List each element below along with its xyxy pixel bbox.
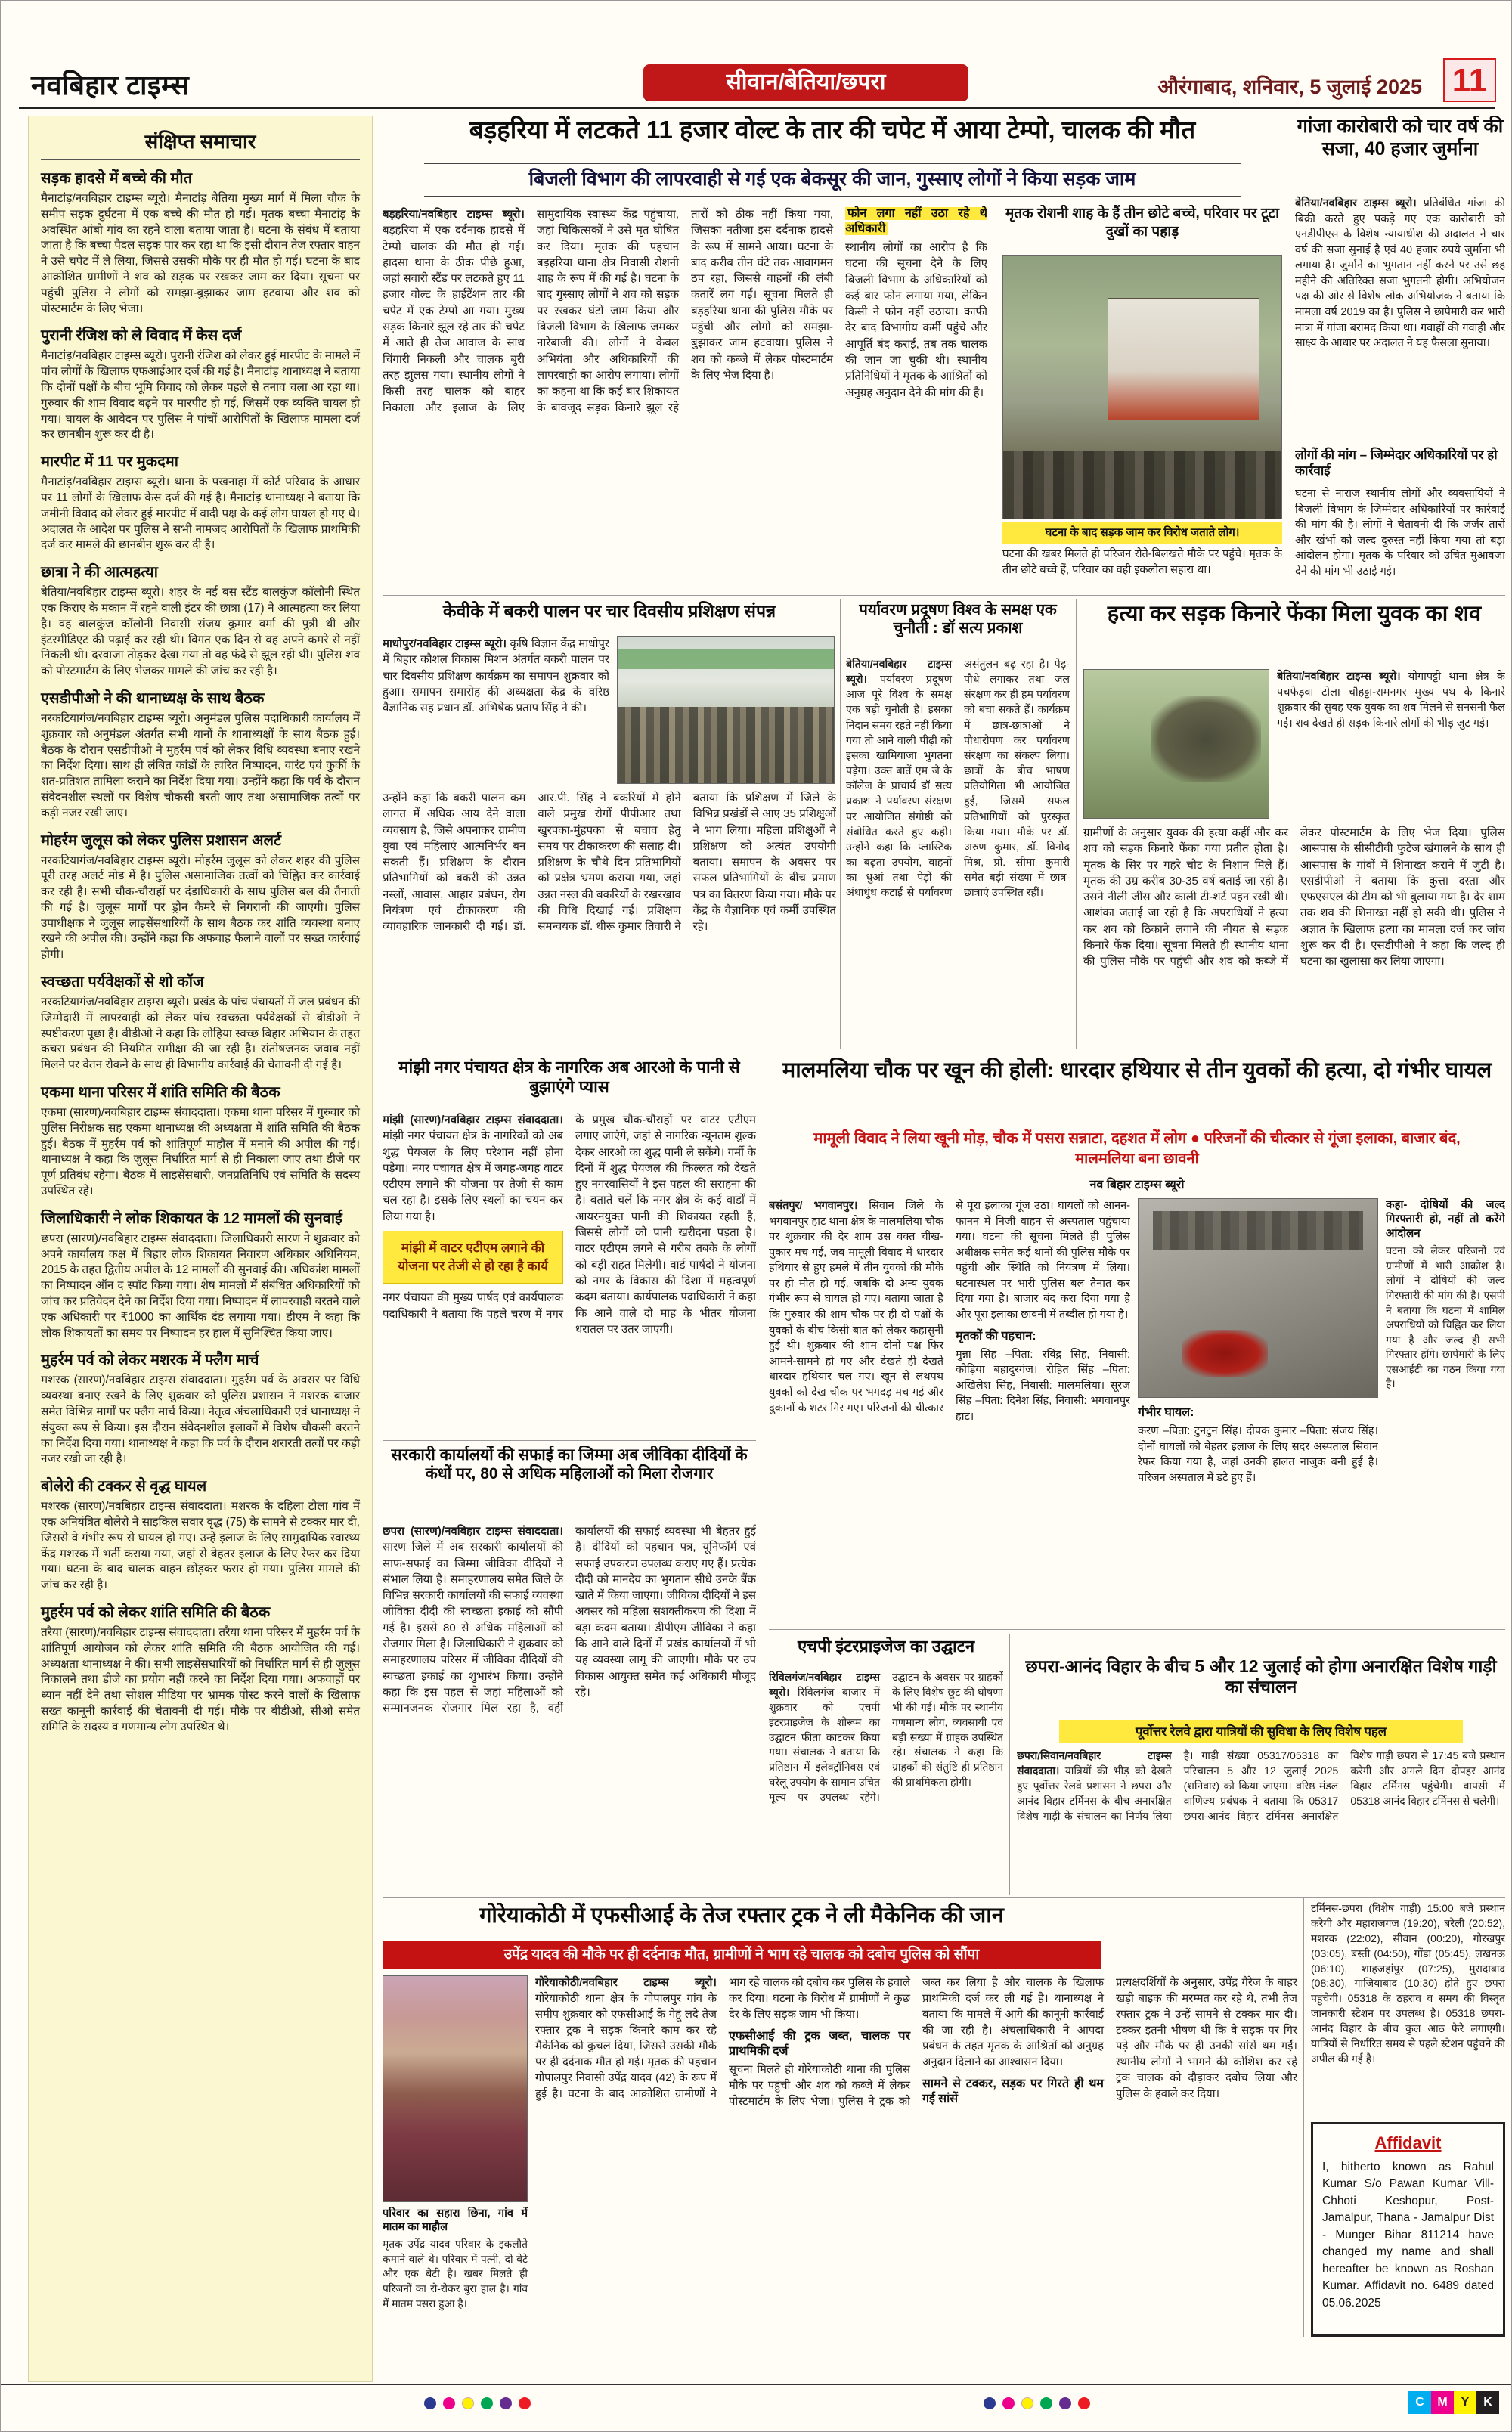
- malmaliya-headline: मालमलिया चौक पर खून की होली: धारदार हथियार से तीन युवकों की हत्या, दो गंभीर घायल: [782, 1058, 1492, 1083]
- brief-news-item: [41, 169, 360, 317]
- hatya-body-rest: ग्रामीणों के अनुसार युवक की हत्या कहीं और कर शव को सड़क किनारे फेंका गया प्रतीत होता है। मृतक के सिर पर गहरे चोट के निशान मिले हैं। मृतक की उम्र करीब 30-35 वर्ष बताई जा रही है। उसने नीली जींस और काली टी-शर्ट पहन रखी थी। आशंका जताई जा रही है कि अपराधियों ने हत्या कर शव को ठिकाने लगाने की नीयत से सड़क किनारे फेंक दिया। सूचना मिलते ही स्थानीय थाना की पुलिस मौके पर पहुंची और शव को कब्जे में लेकर पोस्टमार्टम के लिए भेज दिया। पुलिस आसपास के सीसीटीवी फुटेज खंगालने के साथ ही आसपास के गांवों में शिनाख्त कराने में जुटी है। एसडीपीओ ने बताया कि कुत्ता दस्ता और एफएसएल की टीम को भी बुलाया गया है। देर शाम तक शव की शिनाख्त नहीं हो सकी थी। पुलिस ने अज्ञात के खिलाफ हत्या का मामला दर्ज कर जांच शुरू कर दी है। एसडीपीओ ने कहा कि जल्द ही घटना का खुलासा कर लिया जाएगा।: [1083, 826, 1505, 968]
- brief-news-rail: [28, 116, 373, 2382]
- jeevika-dateline: छपरा (सारण)/नवबिहार टाइम्स संवाददाता।: [383, 1525, 563, 1538]
- brief-item-body: मैनाटांड़/नवबिहार टाइम्स ब्यूरो। पुरानी रंजिश को लेकर हुई मारपीट के मामले में पांच लोगों के खिलाफ एफआईआर दर्ज की गई है। मैनाटांड़ थानाध्यक्ष ने बताया कि दोनों पक्षों के बीच भूमि विवाद को लेकर पहले से तनाव चला आ रहा था। गुरुवार की शाम विवाद बढ़ने पर मारपीट हो गई, जिसमें एक व्यक्ति घायल हो गया। घायल के आवेदन पर पुलिस ने पांचों आरोपितों के खिलाफ मामला दर्ज कर छानबीन शुरू कर दी है।: [41, 349, 360, 441]
- malmaliya-demand-crosshead: कहा- दोषियों की जल्द गिरफ्तारी हो, नहीं तो करेंगे आंदोलन: [1386, 1198, 1505, 1240]
- section-divider: [383, 1897, 1505, 1898]
- jeevika-body: [383, 1523, 756, 1894]
- fci-cross1-text: सूचना मिलते ही गोरेयाकोठी थाना की पुलिस मौके पर पहुंची और शव को कब्जे में लेकर पोस्टमार्टम के लिए भेजा। पुलिस ने ट्रक को जब्त कर लिया है और चालक के खिलाफ प्राथमिकी दर्ज कर ली गई है। थानाध्यक्ष ने बताया कि मामले में आगे की कानूनी कार्रवाई की जा रही है। अंचलाधिकारी ने आपदा प्रबंधन के तहत मृतक के आश्रितों को अनुग्रह अनुदान दिलाने का आश्वासन दिया।: [729, 1977, 1104, 2108]
- fci-cross3-text: मृतक उपेंद्र यादव परिवार के इकलौते कमाने वाले थे। परिवार में पत्नी, दो बेटे और एक बेटी है। खबर मिलते ही परिजनों का रो-रोकर बुरा हाल है। गांव में मातम पसरा हुआ है।: [383, 2238, 528, 2310]
- brief-news-item: [41, 453, 360, 553]
- train-headline: छपरा-आनंद विहार के बीच 5 और 12 जुलाई को होगा अनारक्षित विशेष गाड़ी का संचालन: [1025, 1656, 1497, 1697]
- brief-item-headline: मुहर्रम पर्व को लेकर मशरक में फ्लैग मार्च: [41, 1352, 259, 1369]
- tempo-side-crosshead: मृतक रोशनी शाह के हैं तीन छोटे बच्चे, परिवार पर टूटा दुखों का पहाड़: [1005, 206, 1280, 240]
- brief-item-headline: मुहर्रम पर्व को लेकर शांति समिति की बैठक: [41, 1603, 271, 1621]
- brief-news-item: [41, 689, 360, 822]
- hp-headline: एचपी इंटरप्राइजेज का उद्घाटन: [797, 1637, 975, 1656]
- brief-item-headline: एसडीपीओ ने की थानाध्यक्ष के साथ बैठक: [41, 689, 265, 707]
- brief-item-body: मशरक (सारण)/नवबिहार टाइम्स संवाददाता। मुहर्रम पर्व के अवसर पर विधि व्यवस्था बनाए रखने के लिए शुक्रवार को पुलिस प्रशासन ने मशरक बाजार समेत विभिन्न मार्गों पर फ्लैग मार्च किया। नेतृत्व अंचलाधिकारी एवं थानाध्यक्ष ने संयुक्त रूप से किया। इस दौरान संवेदनशील इलाकों में विशेष चौकसी बरतने का निर्देश दिया गया। थानाध्यक्ष ने कहा कि पर्व के दौरान शरारती तत्वों पर कड़ी नजर रखी जा रही है।: [41, 1374, 360, 1466]
- brief-item-body: मशरक (सारण)/नवबिहार टाइम्स संवाददाता। मशरक के दहिला टोला गांव में एक अनियंत्रित बोलेरो ने साइकिल सवार वृद्ध (75) के सामने से टक्कर मार दी, जिससे वे गंभीर रूप से घायल हो गए। उन्हें इलाज के लिए सामुदायिक स्वास्थ्य केंद्र मशरक में भर्ती कराया गया, जहां से बेहतर इलाज के लिए रेफर कर दिया गया। घटना के बाद चालक वाहन छोड़कर फरार हो गया। पुलिस मामले की जांच कर रही है।: [41, 1500, 360, 1592]
- registration-dot: [1002, 2397, 1015, 2409]
- fci-victim-portrait-photo: [383, 1975, 528, 2202]
- hatya-dateline: बेतिया/नवबिहार टाइम्स ब्यूरो।: [1277, 671, 1401, 683]
- train-body-text: यात्रियों की भीड़ को देखते हुए पूर्वोत्तर रेलवे प्रशासन ने छपरा और आनंद विहार टर्मिनस के बीच अनारक्षित विशेष गाड़ी के संचालन का निर्णय लिया है। गाड़ी संख्या 05317/05318 का परिचालन 5 और 12 जुलाई 2025 (शनिवार) को किया जाएगा। वरिष्ठ मंडल वाणिज्य प्रबंधक ने बताया कि 05317 छपरा-आनंद विहार टर्मिनस अनारक्षित विशेष गाड़ी छपरा से 17:45 बजे प्रस्थान करेगी और अगले दिन दोपहर आनंद विहार टर्मिनस पहुंचेगी। वापसी में 05318 आनंद विहार टर्मिनस से चलेगी।: [1017, 1749, 1505, 1822]
- ganja-dateline: बेतिया/नवबिहार टाइम्स ब्यूरो।: [1295, 197, 1417, 209]
- brief-item-body: छपरा (सारण)/नवबिहार टाइम्स संवाददाता। जिलाधिकारी सारण ने शुक्रवार को अपने कार्यालय कक्ष में बिहार लोक शिकायत निवारण अधिकार अधिनियम, 2015 के तहत द्वितीय अपील के 12 मामलों की सुनवाई की। अधिकांश मामलों का निष्पादन ऑन द स्पॉट किया गया। शेष मामलों में संबंधित अधिकारियों को जांच कर प्रतिवेदन देने का निर्देश दिया गया। निष्पादन में लापरवाही बरतने वाले एक अधिकारी पर ₹1000 का आर्थिक दंड लगाया गया। डीएम ने कहा कि लोक शिकायतों का समय पर निष्पादन हर हाल में सुनिश्चित किया जाए।: [41, 1231, 360, 1340]
- manjhi-paragraph: [383, 1112, 563, 1225]
- fci-underphoto-block: [383, 2207, 528, 2337]
- brief-item-headline: सड़क हादसे में बच्चे की मौत: [41, 170, 193, 187]
- malmaliya-victims-crosshead: मृतकों की पहचान:: [956, 1329, 1036, 1343]
- manjhi-rest-text: नगर पंचायत की मुख्य पार्षद एवं कार्यपालक पदाधिकारी ने बताया कि पहले चरण में नगर के प्रमुख चौक-चौराहों पर वाटर एटीएम लगाए जाएंगे, जहां से नागरिक न्यूनतम शुल्क देकर आरओ का शुद्ध पानी ले सकेंगे। गर्मी के दिनों में शुद्ध पेयजल की किल्लत को देखते हुए नगरवासियों ने इस पहल की सराहना की है। बताते चलें कि नगर क्षेत्र के कई वार्डों में आयरनयुक्त पानी की शिकायत रहती है, जिससे लोगों को पानी खरीदना पड़ता है। वाटर एटीएम लगने से गरीब तबके के लोगों को बड़ी राहत मिलेगी। वार्ड पार्षदों ने योजना को नगर के विकास की दिशा में महत्वपूर्ण कदम बताया। कार्यपालक पदाधिकारी ने कहा कि आने वाले दो माह के भीतर योजना धरातल पर उतर जाएगी।: [383, 1114, 756, 1336]
- affidavit-title: Affidavit: [1374, 2133, 1442, 2152]
- registration-dots-right: [984, 2397, 1097, 2413]
- fci-crosshead-1: एफसीआई की ट्रक जब्त, चालक पर प्राथमिकी दर्ज: [729, 2030, 910, 2058]
- section-divider: [769, 1629, 1505, 1630]
- malmaliya-body: [769, 1198, 1130, 1623]
- hatya-headline: हत्या कर सड़क किनारे फेंका मिला युवक का शव: [1107, 602, 1482, 626]
- kvk-lead-text: कृषि विज्ञान केंद्र माधोपुर में बिहार कौशल विकास मिशन अंतर्गत बकरी पालन पर चार दिवसीय प्रशिक्षण कार्यक्रम का समापन शुक्रवार को हुआ। समापन समारोह की अध्यक्षता केंद्र के वरिष्ठ वैज्ञानिक सह प्रधान डॉ. अभिषेक प्रताप सिंह ने की।: [383, 637, 609, 715]
- malmaliya-injured-block: [1138, 1405, 1378, 1623]
- train-dateline: छपरा/सिवान/नवबिहार टाइम्स संवाददाता।: [1017, 1749, 1172, 1777]
- affidavit-box: [1311, 2122, 1505, 2337]
- tempo-highlight-text: फोन लगा नहीं उठा रहे थे अधिकारी: [845, 207, 987, 235]
- column-divider: [1009, 1634, 1010, 1895]
- section-divider: [383, 595, 1505, 596]
- registration-dot: [424, 2397, 436, 2409]
- kvk-headline: केवीके में बकरी पालन पर चार दिवसीय प्रशिक्षण संपन्न: [442, 601, 776, 621]
- section-divider: [383, 1440, 756, 1441]
- column-divider: [840, 599, 841, 1049]
- hp-body-text: रिविलगंज बाजार में शुक्रवार को एचपी इंटरप्राइजेज के शोरूम का उद्घाटन फीता काटकर किया गया। संचालक ने बताया कि प्रतिष्ठान में इलेक्ट्रॉनिक्स एवं घरेलू उपयोग के सामान उचित मूल्य पर उपलब्ध रहेंगे। उद्घाटन के अवसर पर ग्राहकों के लिए विशेष छूट की घोषणा भी की गई। मौके पर स्थानीय गणमान्य लोग, व्यवसायी एवं बड़ी संख्या में ग्राहक उपस्थित रहे। संचालक ने कहा कि ग्राहकों की संतुष्टि ही प्रतिष्ठान की प्राथमिकता होगी।: [769, 1671, 1003, 1803]
- ganja-headline: गांजा कारोबारी को चार वर्ष की सजा, 40 हजार जुर्माना: [1297, 116, 1504, 160]
- brief-item-headline: स्वच्छता पर्यवेक्षकों से शो कॉज: [41, 974, 204, 991]
- cmyk-cyan-mark: C: [1408, 2391, 1431, 2414]
- tempo-yellow-crosshead: [845, 206, 987, 237]
- brief-item-body: नरकटियागंज/नवबिहार टाइम्स ब्यूरो। अनुमंडल पुलिस पदाधिकारी कार्यालय में शुक्रवार को अनुमंडल अंतर्गत सभी थानों के थानाध्यक्षों के साथ बैठक हुई। बैठक के दौरान एसडीपीओ ने मुहर्रम पर्व को लेकर विधि व्यवस्था बनाए रखने का निर्देश दिया। साथ ही लंबित कांडों के त्वरित निष्पादन, वारंट एवं कुर्की के शत-प्रतिशत तामिला कराने का निर्देश दिया गया। उन्होंने कहा कि पर्व के दौरान संवेदनशील स्थलों पर विशेष चौकसी बरती जाए तथा असामाजिक तत्वों पर कड़ी नजर रखी जाए।: [41, 711, 360, 819]
- brief-news-item: [41, 1351, 360, 1467]
- registration-dot: [1078, 2397, 1090, 2409]
- hp-body: [769, 1670, 1003, 1894]
- brief-item-headline: जिलाधिकारी ने लोक शिकायत के 12 मामलों की सुनवाई: [41, 1210, 342, 1227]
- fci-dateline: गोरेयाकोठी/नवबिहार टाइम्स ब्यूरो।: [535, 1977, 717, 1989]
- malmaliya-crime-scene-photo: [1138, 1198, 1378, 1398]
- paper-name: नवबिहार टाइम्स: [31, 70, 190, 101]
- malmaliya-demand-text: घटना को लेकर परिजनों एवं ग्रामीणों में भारी आक्रोश है। लोगों ने दोषियों की जल्द गिरफ्तारी की मांग की है। एसपी ने बताया कि घटना में शामिल अपराधियों को चिह्नित कर लिया गया है और जल्द ही सभी गिरफ्तार होंगे। छापेमारी के लिए एसआईटी का गठन किया गया है।: [1386, 1245, 1505, 1390]
- paryavaran-body-text: पर्यावरण प्रदूषण आज पूरे विश्व के समक्ष एक बड़ी चुनौती है। इसका निदान समय रहते नहीं किया गया तो आने वाली पीढ़ी को इसका खामियाजा भुगतना पड़ेगा। उक्त बातें एम जे के कॉलेज के प्राचार्य डॉ सत्य प्रकाश ने पर्यावरण संरक्षण पर आयोजित संगोष्ठी को संबोधित करते हुए कही। उन्होंने कहा कि प्लास्टिक का बढ़ता उपयोग, वाहनों का धुआं तथा पेड़ों की अंधाधुंध कटाई से पर्यावरण असंतुलन बढ़ रहा है। पेड़-पौधे लगाकर तथा जल संरक्षण कर ही हम पर्यावरण को बचा सकते हैं। कार्यक्रम में छात्र-छात्राओं ने पौधारोपण कर पर्यावरण संरक्षण का संकल्प लिया। छात्रों के बीच भाषण प्रतियोगिता भी आयोजित हुई, जिसमें सफल प्रतिभागियों को पुरस्कृत किया गया। मौके पर डॉ. अरुण कुमार, डॉ. विनोद मिश्र, प्रो. सीमा कुमारी समेत बड़ी संख्या में छात्र-छात्राएं उपस्थित रहीं।: [846, 658, 1070, 900]
- affidavit-body: I, hitherto known as Rahul Kumar S/o Pawan Kumar Vill- Chhoti Keshopur, Post- Jamalpur, Thana - Jamalpur Dist - Munger Bihar 811214 have changed my name and shall hereafter be known as Roshan Kumar. Affidavit no. 6489 dated 05.06.2025: [1322, 2161, 1494, 2310]
- hatya-lead-text: योगापट्टी थाना क्षेत्र के पचफेड़वा टोला चौहट्टा-रामनगर मुख्य पथ के किनारे शुक्रवार की सुबह एक युवक का शव मिलने से सनसनी फैल गई। शव देखते ही सड़क किनारे लोगों की भीड़ जुट गई।: [1277, 671, 1505, 730]
- malmaliya-demand-block: [1386, 1198, 1505, 1623]
- demand-crosshead: लोगों की मांग – जिम्मेदार अधिकारियों पर हो कार्रवाई: [1295, 448, 1498, 479]
- brief-news-item: [41, 1210, 360, 1342]
- tempo-subhead: बिजली विभाग की लापरवाही से गई एक बेकसूर की जान, गुस्साए लोगों ने किया सड़क जाम: [424, 163, 1241, 197]
- brief-news-item: [41, 563, 360, 680]
- tempo-dateline: बड़हरिया/नवबिहार टाइम्स ब्यूरो।: [383, 208, 525, 221]
- registration-dot: [462, 2397, 474, 2409]
- malmaliya-victims-text: मुन्ना सिंह –पिता: रविंद्र सिंह, निवासी: कौड़िया बहादुरगंज। रोहित सिंह –पिता: अखिलेश सिंह, निवासी: मालमलिया। सूरज सिंह –पिता: दिनेश सिंह, निवासी: भगवानपुर हाट।: [956, 1348, 1130, 1423]
- malmaliya-body-text: सिवान जिले के भगवानपुर हाट थाना क्षेत्र के मालमलिया चौक पर शुक्रवार की देर शाम उस वक्त चीख-पुकार मच गई, जब मामूली विवाद में धारदार हथियार से हुए हमले में तीन युवकों की मौके पर ही मौत हो गई, जबकि दो अन्य युवक गंभीर रूप से घायल हो गए। बताया जाता है कि गुरुवार की शाम चौक पर ही दो पक्षों के युवकों के बीच किसी बात को लेकर कहासुनी हुई थी। शुक्रवार की शाम दोनों पक्ष फिर आमने-सामने हो गए और देखते ही देखते धारदार हथियार चल गए। खून से लथपथ युवकों को देख चौक पर भगदड़ मच गई और दुकानों के शटर गिर गए। परिजनों की चीत्कार से पूरा इलाका गूंज उठा। घायलों को आनन-फानन में निजी वाहन से अस्पताल पहुंचाया गया। घटना की सूचना मिलते ही पुलिस अधीक्षक समेत कई थानों की पुलिस मौके पर पहुंची और स्थिति को नियंत्रण में लिया। घटनास्थल पर भारी पुलिस बल तैनात कर दिया गया है। बाजार बंद करा दिया गया है और पूरा इलाका छावनी में तब्दील हो गया है।: [769, 1200, 1130, 1414]
- brief-item-body: एकमा (सारण)/नवबिहार टाइम्स संवाददाता। एकमा थाना परिसर में गुरुवार को पुलिस निरीक्षक सह एकमा थानाध्यक्ष की अध्यक्षता में शांति समिति की बैठक हुई। बैठक में मुहर्रम पर्व को शांतिपूर्ण माहौल में मनाने की अपील की गई। थानाध्यक्ष ने कहा कि जुलूस निर्धारित मार्ग से ही निकाला जाए तथा डीजे पर पूर्ण प्रतिबंध रहेगा। बैठक में लाइसेंसधारी, जनप्रतिनिधि एवं समिति के सदस्य उपस्थित रहे।: [41, 1106, 360, 1198]
- footer-rule: [1, 2384, 1512, 2385]
- jeevika-body-text: सारण जिले में अब सरकारी कार्यालयों की साफ-सफाई का जिम्मा जीविका दीदियों ने संभाल लिया है। समाहरणालय समेत जिले के विभिन्न सरकारी कार्यालयों की सफाई व्यवस्था जीविका दीदी की स्वच्छता इकाई को सौंपी गई है। इससे 80 से अधिक महिलाओं को रोजगार मिला है। जिलाधिकारी ने शुक्रवार को समाहरणालय परिसर में जीविका दीदियों की स्वच्छता इकाई का शुभारंभ किया। उन्होंने कहा कि इस पहल से जहां महिलाओं को सम्मानजनक रोजगार मिल रहा है, वहीं कार्यालयों की सफाई व्यवस्था भी बेहतर हुई है। दीदियों को पहचान पत्र, यूनिफॉर्म एवं सफाई उपकरण उपलब्ध कराए गए हैं। प्रत्येक दीदी को मानदेय का भुगतान सीधे उनके बैंक खाते में किया जाएगा। जीविका दीदियों ने इस अवसर को महिला सशक्तीकरण की दिशा में बड़ा कदम बताया। डीपीएम जीविका ने कहा कि आने वाले दिनों में प्रखंड कार्यालयों में भी यह व्यवस्था लागू की जाएगी। मौके पर उप विकास आयुक्त समेत कई अधिकारी मौजूद रहे।: [383, 1525, 756, 1715]
- manjhi-highlight-box: मांझी में वाटर एटीएम लगाने की योजना पर तेजी से हो रहा है कार्य: [383, 1231, 563, 1284]
- manjhi-headline: मांझी नगर पंचायत क्षेत्र के नागरिक अब आरओ के पानी से बुझाएंगे प्यास: [398, 1058, 740, 1096]
- registration-dot: [1021, 2397, 1033, 2409]
- fci-crosshead-3: परिवार का सहारा छिना, गांव में मातम का माहौल: [383, 2207, 528, 2234]
- registration-dots-left: [424, 2397, 538, 2413]
- brief-item-headline: मोहर्रम जुलूस को लेकर पुलिस प्रशासन अलर्ट: [41, 832, 282, 849]
- brief-item-body: नरकटियागंज/नवबिहार टाइम्स ब्यूरो। प्रखंड के पांच पंचायतों में जल प्रबंधन की जिम्मेदारी में लापरवाही को लेकर पांच स्वच्छता पर्यवेक्षकों से बीडीओ ने स्पष्टीकरण पूछा है। बीडीओ ने कहा कि लोहिया स्वच्छ बिहार अभियान के तहत कचरा प्रबंधन की नियमित समीक्षा की जा रही है। संतोषजनक जवाब नहीं मिलने पर वेतन रोकने के साथ ही विभागीय कार्रवाई की चेतावनी दी गई है।: [41, 996, 360, 1072]
- fci-subhead-bar: उपेंद्र यादव की मौके पर ही दर्दनाक मौत, ग्रामीणों ने भाग रहे चालक को दबोच पुलिस को सौंपा: [383, 1941, 1101, 1969]
- manjhi-lead-text: मांझी नगर पंचायत क्षेत्र के नागरिकों को अब शुद्ध पेयजल के लिए परेशान नहीं होना पड़ेगा। नगर पंचायत क्षेत्र में जगह-जगह वाटर एटीएम लगाने की योजना पर तेजी से काम चल रहा है। इसके लिए स्थलों का चयन कर लिया गया है।: [383, 1129, 563, 1223]
- kvk-lead: [383, 636, 609, 784]
- brief-item-headline: पुरानी रंजिश को ले विवाद में केस दर्ज: [41, 327, 242, 345]
- brief-news-item: [41, 1083, 360, 1200]
- malmaliya-subhead: मामूली विवाद ने लिया खूनी मोड़, चौक में पसरा सन्नाटा, दहशत में लोग ● परिजनों की चीत्कार से गूंजा इलाका, बाजार बंद, मालमलिया बना छावनी: [813, 1130, 1461, 1167]
- tempo-headline: बड़हरिया में लटकते 11 हजार वोल्ट के तार की चपेट में आया टेम्पो, चालक की मौत: [469, 116, 1196, 144]
- tempo-paragraph: [383, 206, 833, 416]
- brief-item-body: तरैया (सारण)/नवबिहार टाइम्स संवाददाता। तरैया थाना परिसर में मुहर्रम पर्व के शांतिपूर्ण आयोजन को लेकर शांति समिति की बैठक आयोजित की गई। अध्यक्षता थानाध्यक्ष ने की। सभी लाइसेंसधारियों को निर्धारित मार्ग से ही जुलूस निकालने तथा डीजे का प्रयोग नहीं करने का निर्देश दिया गया। अफवाहों पर ध्यान नहीं देने तथा सोशल मीडिया पर भ्रामक पोस्ट करने वालों के खिलाफ सख्त कानूनी कार्रवाई की चेतावनी दी गई। मौके पर बीडीओ, सीओ समेत समिति के सदस्य व गणमान्य लोग उपस्थित थे।: [41, 1625, 360, 1733]
- train-body: [1017, 1749, 1505, 1894]
- brief-item-body: बेतिया/नवबिहार टाइम्स ब्यूरो। शहर के नई बस स्टैंड बालकुंज कॉलोनी स्थित एक किराए के मकान में रहने वाली इंटर की छात्रा (17) ने आत्महत्या कर लिया है। वह बालकुंज कॉलोनी निवासी संजय कुमार वर्मा की पुत्री थी और इंटरमीडिएट की पढ़ाई कर रही थी। विगत एक दिन से वह अपने कमरे से नहीं निकली थी। दरवाजा तोड़कर देखा गया तो वह फंदे से झूल रही थी। पुलिस शव को पोस्टमार्टम के लिए भेजकर मामले की जांच कर रही है।: [41, 586, 360, 678]
- brief-news-item: [41, 1477, 360, 1594]
- brief-news-item: [41, 832, 360, 964]
- paryavaran-dateline: बेतिया/नवबिहार टाइम्स ब्यूरो।: [846, 658, 952, 686]
- malmaliya-byline: नव बिहार टाइम्स ब्यूरो: [1089, 1179, 1185, 1191]
- kvk-dateline: माधोपुर/नवबिहार टाइम्स ब्यूरो।: [383, 637, 507, 650]
- hp-dateline: रिविलगंज/नवबिहार टाइम्स ब्यूरो।: [769, 1671, 880, 1698]
- paryavaran-body: [846, 657, 1070, 1047]
- paryavaran-headline: पर्यावरण प्रदूषण विश्व के समक्ष एक चुनौती : डॉ सत्य प्रकाश: [859, 601, 1057, 637]
- brief-news-item: [41, 973, 360, 1073]
- tempo-accident-photo: [1002, 255, 1282, 519]
- demand-body: घटना से नाराज स्थानीय लोगों और व्यवसायियों ने बिजली विभाग के जिम्मेदार अधिकारियों पर कार्रवाई की मांग की है। लोगों ने चेतावनी दी कि जर्जर तारों और खंभों को जल्द दुरुस्त नहीं किया गया तो बड़ा आंदोलन होगा। मृतक के परिवार को उचित मुआवजा देने की मांग भी उठाई गई।: [1295, 488, 1505, 578]
- column-divider: [1076, 599, 1077, 1049]
- hatya-lead: [1277, 669, 1505, 819]
- brief-item-headline: छात्रा ने की आत्महत्या: [41, 564, 158, 581]
- fci-crosshead-2: सामने से टक्कर, सड़क पर गिरते ही थम गई सांसें: [922, 2077, 1104, 2105]
- ganja-body-text: प्रतिबंधित गांजा की बिक्री करते हुए पकड़े गए एक कारोबारी को एनडीपीएस के विशेष न्यायाधीश की अदालत ने चार वर्ष की सजा सुनाई है एवं 40 हजार रुपये जुर्माना भी लगाया है। जुर्माने का भुगतान नहीं करने पर उसे छह महीने की अतिरिक्त सजा भुगतनी होगी। अभियोजन पक्ष की ओर से विशेष लोक अभियोजक ने बताया कि मामला वर्ष 2019 का है। पुलिस ने छापेमारी कर भारी मात्रा में गांजा बरामद किया था। गवाहों की गवाही और साक्ष्य के आधार पर अदालत ने यह फैसला सुनाया।: [1295, 197, 1505, 350]
- fci-cross2-text: प्रत्यक्षदर्शियों के अनुसार, उपेंद्र गैरेज के बाहर खड़ी बाइक की मरम्मत कर रहे थे, तभी तेज रफ्तार ट्रक ने उन्हें सामने से टक्कर मार दी। टक्कर इतनी भीषण थी कि वे सड़क पर गिर पड़े और मौके पर ही उनकी सांसें थम गईं। स्थानीय लोगों ने भागने की कोशिश कर रहे ट्रक चालक को दौड़ाकर दबोच लिया और पुलिस के हवाले कर दिया।: [1116, 1977, 1297, 2100]
- registration-dot: [984, 2397, 996, 2409]
- fci-body: [535, 1975, 1297, 2337]
- brief-news-title: संक्षिप्त समाचार: [41, 127, 360, 160]
- tempo-body-text: बड़हरिया में एक दर्दनाक हादसे में टेम्पो चालक की मौत हो गई। हादसा थाना के ठीक पीछे हुआ, जहां सवारी स्टैंड पर लटकते हुए 11 हजार वोल्ट के हाईटेंशन तार की चपेट में एक टेम्पो आ गया। मुख्य सड़क किनारे झूल रहे तार की चपेट में आते ही तेज आवाज के साथ चिंगारी निकली और चालक बुरी तरह झुलस गया। स्थानीय लोगों ने किसी तरह चालक को बाहर निकाला और इलाज के लिए सामुदायिक स्वास्थ्य केंद्र पहुंचाया, जहां चिकित्सकों ने उसे मृत घोषित कर दिया। मृतक की पहचान बड़हरिया थाना क्षेत्र निवासी रोशनी शाह के रूप में की गई है। घटना के बाद गुस्साए लोगों ने शव को सड़क पर रखकर घंटों जाम किया और बिजली विभाग के खिलाफ जमकर नारेबाजी की। लोगों ने केबल अभियंता और अधिकारियों की लापरवाही का आरोप लगाया। लोगों का कहना था कि कई बार शिकायत के बावजूद सड़क किनारे झूल रहे तारों को ठीक नहीं किया गया, जिसका नतीजा इस दर्दनाक हादसे के रूप में सामने आया। घटना के बाद करीब तीन घंटे तक आवागमन ठप रहा, जिससे वाहनों की लंबी कतारें लग गईं। सूचना मिलते ही बड़हरिया थाना की पुलिस मौके पर पहुंची और लोगों को समझा-बुझाकर जाम हटवाया। पुलिस ने शव को कब्जे में लेकर पोस्टमार्टम के लिए भेज दिया है।: [383, 208, 833, 414]
- tempo-side-body: घटना की खबर मिलते ही परिजन रोते-बिलखते मौके पर पहुंचे। मृतक के तीन छोटे बच्चे हैं, परिवार का वही इकलौता सहारा था।: [1002, 548, 1282, 576]
- ganja-body: [1295, 196, 1505, 442]
- manjhi-dateline: मांझी (सारण)/नवबिहार टाइम्स संवाददाता।: [383, 1114, 563, 1126]
- registration-dot: [1059, 2397, 1071, 2409]
- page-number: 11: [1443, 58, 1496, 102]
- jeevika-headline: सरकारी कार्यालयों की सफाई का जिम्मा अब जीविका दीदियों के कंधों पर, 80 से अधिक महिलाओं को मिला रोजगार: [391, 1446, 748, 1482]
- brief-item-headline: मारपीट में 11 पर मुकदमा: [41, 454, 178, 471]
- cmyk-print-marks: [1408, 2391, 1499, 2414]
- registration-dot: [1040, 2397, 1052, 2409]
- column-divider: [1303, 1898, 1304, 2337]
- hatya-crime-scene-photo: [1083, 669, 1269, 819]
- tempo-photo-caption: घटना के बाद सड़क जाम कर विरोध जताते लोग।: [1002, 522, 1282, 544]
- brief-item-headline: एकमा थाना परिसर में शांति समिति की बैठक: [41, 1084, 280, 1101]
- brief-item-body: मैनाटांड़/नवबिहार टाइम्स ब्यूरो। थाना के पखनाहा में कोर्ट परिवाद के आधार पर 11 लोगों के खिलाफ केस दर्ज की गई है। मैनाटांड़ थानाध्यक्ष ने बताया कि जमीनी विवाद को लेकर हुई मारपीट में वादी पक्ष के कई लोग घायल हो गए थे। अदालत के आदेश पर पुलिस ने सभी नामजद आरोपितों के खिलाफ प्राथमिकी दर्ज कर मामले की छानबीन शुरू कर दी है।: [41, 476, 360, 552]
- registration-dot: [500, 2397, 512, 2409]
- registration-dot: [481, 2397, 493, 2409]
- brief-news-item: [41, 1603, 360, 1736]
- cmyk-yellow-mark: Y: [1454, 2391, 1476, 2414]
- malmaliya-dateline: बसंतपुर/ भगवानपुर।: [769, 1200, 858, 1212]
- brief-item-body: मैनाटांड़/नवबिहार टाइम्स ब्यूरो। मैनाटांड़ बेतिया मुख्य मार्ग में मिला चौक के समीप सड़क दुर्घटना में एक बच्चे की मौत हो गई। मृतक बच्चा मैनाटांड़ के अवस्थित आंबो गांव का रहने वाला बताया जाता है। घटना के संबंध में बताया जाता है कि बच्चा पैदल सड़क पार कर रहा था कि इसी दौरान तेज रफ्तार वाहन ने उसे चपेट में ले लिया, जिससे उसकी मौके पर ही मौत हो गई। घटना के बाद आक्रोशित ग्रामीणों ने शव को सड़क पर रखकर जाम कर दिया। सूचना पर पहुंची पुलिस ने लोगों को समझा-बुझाकर जाम हटवाया और शव को पोस्टमार्टम के लिए भेजा।: [41, 192, 360, 315]
- cmyk-magenta-mark: M: [1431, 2391, 1454, 2414]
- train-subhead: पूर्वोत्तर रेलवे द्वारा यात्रियों की सुविधा के लिए विशेष पहल: [1059, 1720, 1463, 1743]
- kvk-body-rest: उन्होंने कहा कि बकरी पालन कम लागत में अधिक आय देने वाला व्यवसाय है, जिसे अपनाकर ग्रामीण युवा एवं महिलाएं आत्मनिर्भर बन सकती हैं। प्रशिक्षण के दौरान प्रतिभागियों को बकरी की उन्नत नस्लों, आवास, आहार प्रबंधन, रोग नियंत्रण एवं टीकाकरण की व्यावहारिक जानकारी दी गई। डॉ. आर.पी. सिंह ने बकरियों में होने वाले प्रमुख रोगों पीपीआर तथा खुरपका-मुंहपका से बचाव हेतु समय पर टीकाकरण की सलाह दी। प्रशिक्षण के चौथे दिन प्रतिभागियों को प्रक्षेत्र भ्रमण कराया गया, जहां उन्नत नस्ल की बकरियों के रखरखाव की विधि दिखाई गई। प्रशिक्षण समन्वयक डॉ. धीरू कुमार तिवारी ने बताया कि प्रशिक्षण में जिले के विभिन्न प्रखंडों से आए 35 प्रशिक्षुओं ने भाग लिया। महिला प्रशिक्षुओं ने प्रशिक्षण को अत्यंत उपयोगी बताया। समापन के अवसर पर सफल प्रतिभागियों के बीच प्रमाण पत्र का वितरण किया गया। मौके पर केंद्र के वैज्ञानिक एवं कर्मी उपस्थित रहे।: [383, 792, 836, 934]
- edition-banner: सीवान/बेतिया/छपरा: [643, 64, 968, 101]
- manjhi-body: [383, 1112, 756, 1436]
- kvk-training-group-photo: [617, 636, 835, 784]
- masthead-rule: [19, 107, 1495, 109]
- tempo-body2-text: स्थानीय लोगों का आरोप है कि घटना की सूचना देने के लिए बिजली विभाग के अधिकारियों को कई बार फोन लगाया गया, लेकिन किसी ने फोन नहीं उठाया। काफी देर बाद विभागीय कर्मी पहुंचे और आपूर्ति बंद कराई, तब तक चालक की जान जा चुकी थी। स्थानीय प्रतिनिधियों ने मृतक के आश्रितों को अनुग्रह अनुदान देने की मांग की है।: [845, 241, 987, 399]
- train-schedule: टर्मिनस-छपरा (विशेष गाड़ी) 15:00 बजे प्रस्थान करेगी और महाराजगंज (19:20), बरेली (20:52), मशरक (22:02), सीवान (00:20), गोरखपुर (03:05), बस्ती (04:50), गोंडा (05:45), लखनऊ (06:10), शाहजहांपुर (07:25), मुरादाबाद (08:30), गाजियाबाद (10:30) होते हुए छपरा पहुंचेगी। 05318 के ठहराव व समय की विस्तृत जानकारी स्टेशन पर उपलब्ध है। 05318 छपरा-आनंद विहार के बीच कुल आठ फेरे लगाएगी। यात्रियों से निर्धारित समय से पहले स्टेशन पहुंचने की अपील की गई है।: [1311, 1902, 1505, 2065]
- tempo-body: [383, 206, 987, 589]
- cmyk-black-mark: K: [1476, 2391, 1499, 2414]
- malmaliya-injured-text: करण –पिता: टुनटुन सिंह। दीपक कुमार –पिता: संजय सिंह। दोनों घायलों को बेहतर इलाज के लिए सदर अस्पताल सिवान रेफर किया गया है, जहां उनकी हालत नाजुक बनी हुई है। परिजन अस्पताल में डटे हुए हैं।: [1138, 1425, 1378, 1484]
- brief-item-body: नरकटियागंज/नवबिहार टाइम्स ब्यूरो। मोहर्रम जुलूस को लेकर शहर की पुलिस पूरी तरह अलर्ट मोड में है। पुलिस असामाजिक तत्वों को चिह्नित कर कार्रवाई कर रही है। सभी चौक-चौराहों पर दंडाधिकारी के साथ पुलिस बल की तैनाती की गई है। जुलूस मार्गों पर ड्रोन कैमरे से निगरानी की जाएगी। पुलिस उपाधीक्षक ने जुलूस लाइसेंसधारियों के साथ बैठक कर शांति व्यवस्था बनाए रखने की अपील की। उन्होंने कहा कि अफवाह फैलाने वालों पर सख्त कार्रवाई होगी।: [41, 854, 360, 962]
- registration-dot: [443, 2397, 455, 2409]
- brief-news-item: [41, 327, 360, 443]
- brief-item-headline: बोलेरो की टक्कर से वृद्ध घायल: [41, 1478, 207, 1495]
- registration-dot: [519, 2397, 531, 2409]
- fci-headline: गोरेयाकोठी में एफसीआई के तेज रफ्तार ट्रक ने ली मैकेनिक की जान: [479, 1904, 1004, 1928]
- fci-body-text: गोरेयाकोठी थाना क्षेत्र के गोपालपुर गांव के समीप शुक्रवार को एफसीआई के गेहूं लदे तेज रफ्तार ट्रक ने सड़क किनारे काम कर रहे मैकेनिक को कुचल दिया, जिससे उसकी मौके पर ही दर्दनाक मौत हो गई। मृतक की पहचान गोपालपुर निवासी उपेंद्र यादव (42) के रूप में हुई है। घटना के बाद आक्रोशित ग्रामीणों ने भाग रहे चालक को दबोच कर पुलिस के हवाले कर दिया। घटना के विरोध में ग्रामीणों ने कुछ देर के लिए सड़क जाम भी किया।: [535, 1977, 910, 2100]
- malmaliya-injured-crosshead: गंभीर घायल:: [1138, 1406, 1194, 1419]
- date-line: औरंगाबाद, शनिवार, 5 जुलाई 2025: [1157, 76, 1422, 98]
